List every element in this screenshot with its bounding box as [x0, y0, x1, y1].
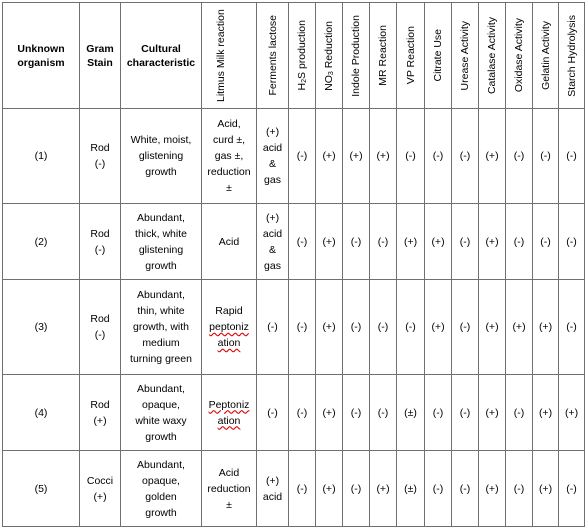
- cell-gram-stain: [80, 375, 121, 451]
- header-indole-production: Indole Production: [343, 3, 370, 109]
- cell-oxidase: (-): [506, 109, 533, 204]
- cell-h2s: (-): [289, 375, 316, 451]
- cell-gelatin: (-): [533, 204, 559, 280]
- cell-lactose-line: &: [268, 158, 276, 170]
- cell-lactose-line: gas: [264, 174, 281, 186]
- cell-gelatin: (+): [533, 280, 559, 375]
- cell-cultural-line: glistening: [138, 243, 184, 256]
- cell-cultural-line: thin, white: [137, 305, 185, 317]
- header-row: [3, 3, 585, 109]
- cell-citrate: (-): [425, 109, 452, 204]
- cell-gelatin: (+): [533, 375, 559, 451]
- cell-catalase: (+): [479, 204, 506, 280]
- cell-vp: (±): [397, 451, 425, 527]
- cell-oxidase: (-): [506, 451, 533, 527]
- cell-cultural-line: White, moist,: [130, 134, 192, 146]
- table-row: [3, 375, 585, 451]
- cell-lactose-line: acid: [262, 142, 283, 154]
- cell-h2s: (-): [289, 204, 316, 280]
- cell-litmus-line: ation: [217, 414, 241, 427]
- cell-lactose-line: (+): [265, 211, 280, 224]
- cell-lactose: [257, 109, 289, 204]
- table-row: [3, 109, 585, 204]
- cell-litmus-line: Rapid: [215, 305, 243, 317]
- cell-urease: (-): [452, 280, 479, 375]
- header-h2s-production: $H_2S$ production: [289, 3, 316, 109]
- cell-gelatin: (+): [533, 451, 559, 527]
- cell-cultural: [121, 375, 202, 451]
- header-oxidase-activity: Oxidase Activity: [506, 3, 533, 109]
- header-citrate-use: Citrate Use: [425, 3, 452, 109]
- cell-litmus: [202, 375, 257, 451]
- cell-citrate: (+): [425, 280, 452, 375]
- cell-catalase: (+): [479, 280, 506, 375]
- cell-cultural-line: white waxy: [135, 414, 187, 427]
- cell-litmus-line: peptoniz: [209, 321, 249, 333]
- cell-no3: (+): [316, 204, 343, 280]
- cell-no3: (+): [316, 451, 343, 527]
- cell-cultural-line: opaque,: [142, 474, 180, 487]
- cell-gram-stain: [80, 109, 121, 204]
- cell-lactose: [257, 375, 289, 451]
- cell-cultural-line: Abundant,: [137, 289, 185, 301]
- cell-h2s: (-): [289, 109, 316, 204]
- cell-lactose-line: acid: [262, 227, 283, 240]
- cell-h2s: (-): [289, 280, 316, 375]
- cell-mr: (+): [370, 109, 397, 204]
- cell-citrate: (-): [425, 375, 452, 451]
- header-gelatin-activity: Gelatin Activity: [533, 3, 559, 109]
- cell-cultural-line: medium: [142, 337, 180, 349]
- cell-starch: (-): [559, 109, 585, 204]
- table-row: [3, 204, 585, 280]
- cell-mr: (+): [370, 451, 397, 527]
- cell-vp: (+): [397, 204, 425, 280]
- cell-lactose-line: &: [268, 243, 276, 256]
- cell-indole: (+): [343, 109, 370, 204]
- cell-oxidase: (-): [506, 204, 533, 280]
- cell-oxidase: (+): [506, 280, 533, 375]
- header-vp-reaction: VP Reaction: [397, 3, 425, 109]
- cell-litmus-line: ±: [226, 182, 232, 194]
- header-ferments-lactose: Ferments lactose: [257, 3, 289, 109]
- cell-lactose-line: (-): [267, 321, 278, 333]
- cell-oxidase: (-): [506, 375, 533, 451]
- cell-litmus: [202, 280, 257, 375]
- header-litmus-milk: Litmus Milk reaction: [202, 3, 257, 109]
- cell-starch: (+): [559, 375, 585, 451]
- table-row: [3, 451, 585, 527]
- cell-cultural-line: growth: [145, 506, 177, 519]
- cell-organism: (5): [3, 451, 80, 527]
- cell-starch: (-): [559, 451, 585, 527]
- cell-indole: (-): [343, 204, 370, 280]
- cell-mr: (-): [370, 280, 397, 375]
- cell-cultural: [121, 451, 202, 527]
- cell-litmus-line: curd ±,: [212, 134, 246, 146]
- cell-catalase: (+): [479, 451, 506, 527]
- cell-gram-stain-line: (-): [94, 158, 106, 170]
- cell-vp: (-): [397, 109, 425, 204]
- cell-litmus: [202, 109, 257, 204]
- cell-litmus-line: Peptoniz: [208, 398, 250, 411]
- cell-litmus-line: reduction: [207, 166, 251, 178]
- cell-cultural-line: golden: [145, 490, 177, 503]
- cell-cultural-line: growth: [145, 259, 177, 272]
- cell-litmus-line: Acid: [218, 466, 240, 479]
- cell-cultural-line: growth, with: [132, 321, 190, 333]
- cell-litmus-line: gas ±,: [214, 150, 244, 162]
- cell-lactose-line: gas: [264, 259, 281, 272]
- cell-lactose-line: (-): [267, 406, 278, 419]
- cell-citrate: (-): [425, 451, 452, 527]
- header-starch-hydrolysis: Starch Hydrolysis: [559, 3, 585, 109]
- cell-gram-stain: [80, 451, 121, 527]
- cell-litmus: [202, 204, 257, 280]
- cell-lactose-line: (+): [265, 126, 280, 138]
- cell-no3: (+): [316, 109, 343, 204]
- cell-litmus-line: reduction: [207, 482, 251, 495]
- cell-mr: (-): [370, 375, 397, 451]
- cell-catalase: (+): [479, 375, 506, 451]
- cell-gram-stain-line: (+): [93, 490, 107, 503]
- cell-lactose: [257, 204, 289, 280]
- header-urease-activity: Urease Activity: [452, 3, 479, 109]
- cell-litmus-line: Acid: [218, 235, 240, 248]
- cell-urease: (-): [452, 375, 479, 451]
- cell-gram-stain-line: (-): [94, 243, 106, 256]
- cell-gram-stain-line: Rod: [90, 142, 110, 154]
- biochemical-results-table: [2, 2, 585, 527]
- cell-indole: (-): [343, 375, 370, 451]
- cell-gram-stain-line: Cocci: [86, 474, 114, 487]
- header-no3-reduction: $NO_3$ Reduction: [316, 3, 343, 109]
- cell-gram-stain-line: (+): [93, 414, 107, 427]
- cell-gram-stain-line: Rod: [90, 313, 110, 325]
- cell-lactose-line: (+): [265, 474, 280, 487]
- cell-organism: (2): [3, 204, 80, 280]
- cell-h2s: (-): [289, 451, 316, 527]
- cell-litmus-line: Acid,: [217, 118, 241, 130]
- cell-no3: (+): [316, 280, 343, 375]
- cell-litmus-line: ±: [226, 498, 232, 511]
- cell-cultural: [121, 204, 202, 280]
- header-gram-stain: Gram Stain: [80, 3, 121, 109]
- cell-litmus: [202, 451, 257, 527]
- cell-indole: (-): [343, 280, 370, 375]
- header-mr-reaction: MR Reaction: [370, 3, 397, 109]
- cell-litmus-line: ation: [217, 337, 241, 349]
- cell-organism: (3): [3, 280, 80, 375]
- cell-cultural-line: turning green: [130, 353, 192, 365]
- cell-cultural-line: Abundant,: [137, 458, 185, 471]
- cell-mr: (-): [370, 204, 397, 280]
- cell-gram-stain: [80, 204, 121, 280]
- cell-gram-stain-line: (-): [94, 329, 106, 341]
- cell-cultural: [121, 109, 202, 204]
- cell-gelatin: (-): [533, 109, 559, 204]
- cell-indole: (-): [343, 451, 370, 527]
- cell-cultural: [121, 280, 202, 375]
- cell-gram-stain: [80, 280, 121, 375]
- cell-urease: (-): [452, 204, 479, 280]
- cell-urease: (-): [452, 109, 479, 204]
- cell-lactose-line: acid: [262, 490, 283, 503]
- cell-lactose: [257, 280, 289, 375]
- cell-no3: (+): [316, 375, 343, 451]
- cell-citrate: (+): [425, 204, 452, 280]
- cell-cultural-line: Abundant,: [137, 382, 185, 395]
- cell-cultural-line: glistening: [138, 150, 184, 162]
- cell-organism: (1): [3, 109, 80, 204]
- table-body: [3, 109, 585, 527]
- table-row: [3, 280, 585, 375]
- cell-urease: (-): [452, 451, 479, 527]
- cell-vp: (-): [397, 280, 425, 375]
- cell-cultural-line: growth: [145, 166, 177, 178]
- cell-gram-stain-line: Rod: [90, 398, 110, 411]
- cell-starch: (-): [559, 280, 585, 375]
- cell-gram-stain-line: Rod: [90, 227, 110, 240]
- cell-cultural-line: Abundant,: [137, 211, 185, 224]
- cell-vp: (±): [397, 375, 425, 451]
- cell-cultural-line: thick, white: [135, 227, 187, 240]
- cell-catalase: (+): [479, 109, 506, 204]
- header-unknown-organism: Unknown organism: [3, 3, 80, 109]
- cell-organism: (4): [3, 375, 80, 451]
- header-cultural-characteristic: Cultural characteristic: [121, 3, 202, 109]
- cell-cultural-line: growth: [145, 430, 177, 443]
- cell-starch: (-): [559, 204, 585, 280]
- cell-lactose: [257, 451, 289, 527]
- cell-cultural-line: opaque,: [142, 398, 180, 411]
- header-catalase-activity: Catalase Activity: [479, 3, 506, 109]
